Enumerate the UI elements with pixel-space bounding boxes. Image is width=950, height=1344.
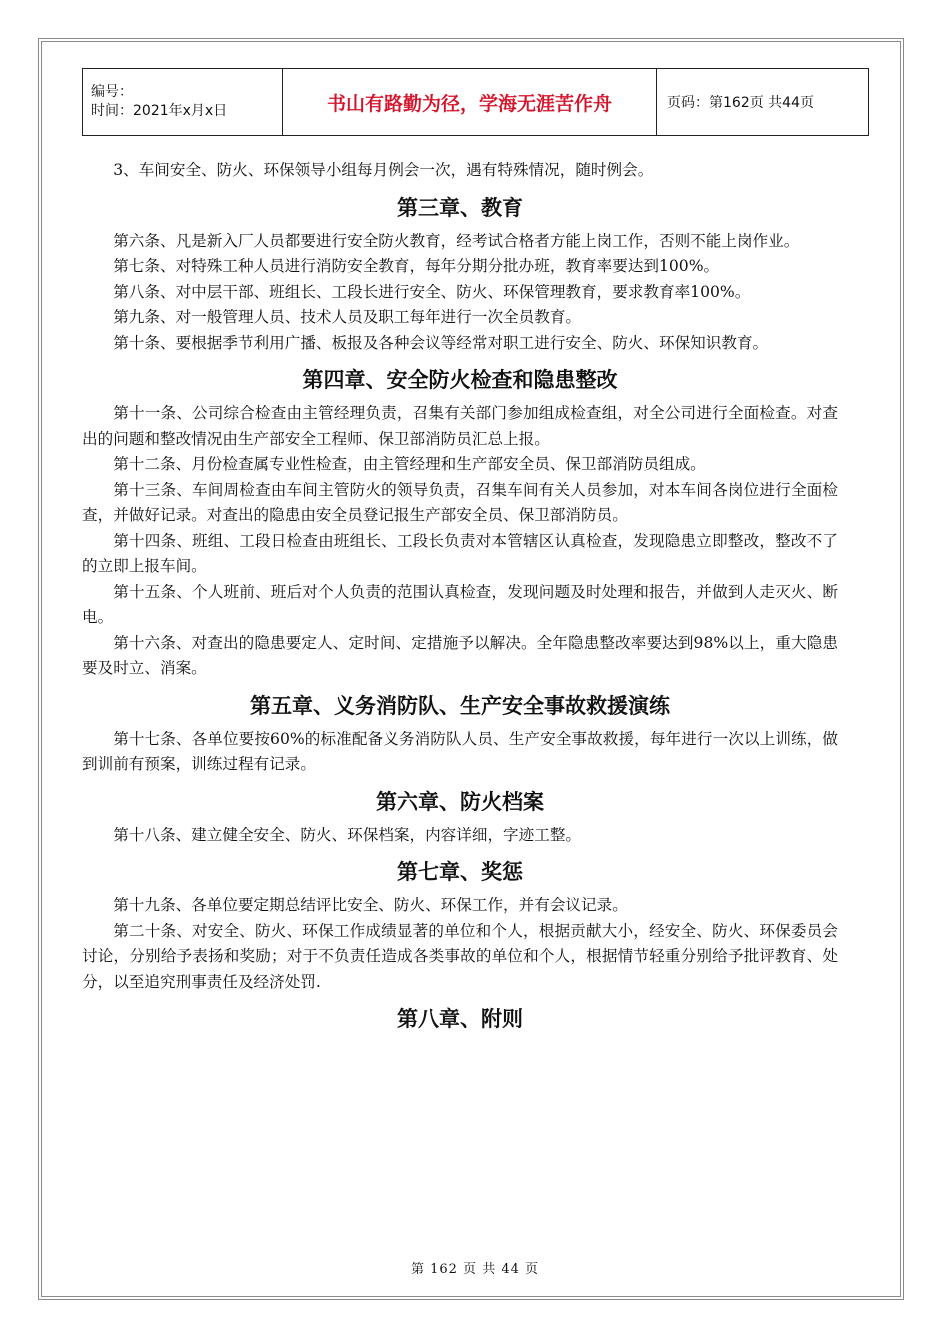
document-body xyxy=(82,158,838,1040)
article-18: 第十八条、建立健全安全、防火、环保档案，内容详细，字迹工整。 xyxy=(113,825,582,844)
chapter-5-heading: 第五章、义务消防队、生产安全事故救援演练 xyxy=(250,693,670,718)
article-16: 第十六条、对查出的隐患要定人、定时间、定措施予以解决。全年隐患整改率要达到98%以上，重大隐患要及时立、消案。 xyxy=(82,633,838,677)
document-date: 时间：2021年x月x日 xyxy=(91,103,228,119)
paragraph-intro: 3、车间安全、防火、环保领导小组每月例会一次，遇有特殊情况，随时例会。 xyxy=(113,161,654,179)
chapter-7-heading: 第七章、奖惩 xyxy=(397,860,523,884)
article-11: 第十一条、公司综合检查由主管经理负责，召集有关部门参加组成检查组，对全公司进行全面检查。对查出的问题和整改情况由生产部安全工程师、保卫部消防员汇总上报。 xyxy=(82,404,838,448)
header-motto: 书山有路勤为径，学海无涯苦作舟 xyxy=(326,92,612,115)
document-number-label: 编号： xyxy=(91,84,133,100)
article-8: 第八条、对中层干部、班组长、工段长进行安全、防火、环保管理教育，要求教育率100%。 xyxy=(113,282,751,301)
article-7: 第七条、对特殊工种人员进行消防安全教育，每年分期分批办班，教育率要达到100%。 xyxy=(113,257,720,275)
chapter-3-heading: 第三章、教育 xyxy=(397,195,523,220)
header-page-info: 页码：第162页 共44页 xyxy=(667,95,814,111)
page-footer: 第 162 页 共 44 页 xyxy=(410,1262,540,1277)
article-20: 第二十条、对安全、防火、环保工作成绩显著的单位和个人，根据贡献大小，经安全、防火、环保委员会讨论，分别给予表扬和奖励；对于不负责任造成各类事故的单位和个人，根据情节轻重分别给予批评教育、处分，以至追究刑事责任及经济处罚. xyxy=(82,921,838,991)
article-12: 第十二条、月份检查属专业性检查，由主管经理和生产部安全员、保卫部消防员组成。 xyxy=(113,455,706,473)
header-motto-cell xyxy=(283,69,657,135)
article-10: 第十条、要根据季节利用广播、板报及各种会议等经常对职工进行安全、防火、环保知识教育。 xyxy=(113,333,769,352)
chapter-4-heading: 第四章、安全防火检查和隐患整改 xyxy=(302,368,618,392)
header-page-cell xyxy=(657,69,868,135)
chapter-6-heading: 第六章、防火档案 xyxy=(376,789,544,814)
article-17: 第十七条、各单位要按60%的标准配备义务消防队人员、生产安全事故救援，每年进行一次以上训练，做到训前有预案，训练过程有记录。 xyxy=(82,729,838,773)
article-6: 第六条、凡是新入厂人员都要进行安全防火教育，经考试合格者方能上岗工作，否则不能上岗作业。 xyxy=(113,231,800,250)
article-14: 第十四条、班组、工段日检查由班组长、工段长负责对本管辖区认真检查，发现隐患立即整改，整改不了的立即上报车间。 xyxy=(82,531,838,575)
article-15: 第十五条、个人班前、班后对个人负责的范围认真检查，发现问题及时处理和报告，并做到人走灭火、断电。 xyxy=(82,582,838,626)
document-header xyxy=(82,68,869,136)
article-19: 第十九条、各单位要定期总结评比安全、防火、环保工作，并有会议记录。 xyxy=(113,896,628,914)
article-13: 第十三条、车间周检查由车间主管防火的领导负责，召集车间有关人员参加，对本车间各岗位进行全面检查，并做好记录。对查出的隐患由安全员登记报生产部安全员、保卫部消防员。 xyxy=(82,480,838,524)
header-meta xyxy=(83,69,283,135)
article-9: 第九条、对一般管理人员、技术人员及职工每年进行一次全员教育。 xyxy=(113,308,582,326)
chapter-8-heading: 第八章、附则 xyxy=(397,1007,523,1031)
